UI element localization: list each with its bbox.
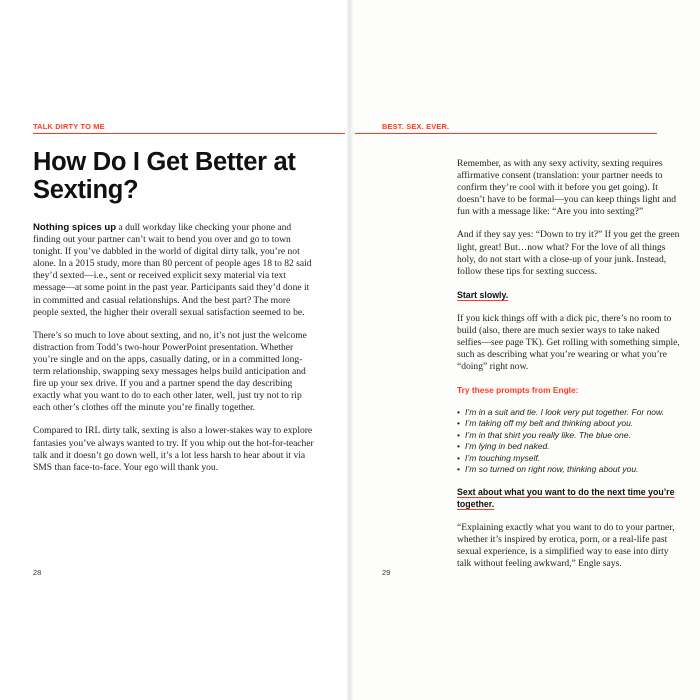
subhead-sext-about: Sext about what you want to do the next time you’re together. <box>457 486 675 509</box>
header-rule-right <box>355 133 657 134</box>
paragraph-1 <box>33 222 317 319</box>
prompts-list <box>457 407 681 476</box>
book-gutter <box>346 0 354 700</box>
prompt-item: • I’m taking off my belt and thinking about you. <box>457 418 681 430</box>
page-title: How Do I Get Better at Sexting? <box>33 148 296 204</box>
lead-in: Nothing spices up <box>33 222 117 233</box>
prompt-item: • I’m so turned on right now, thinking about you. <box>457 464 681 476</box>
running-head-right: BEST. SEX. EVER. <box>382 122 450 131</box>
running-head-left: TALK DIRTY TO ME <box>33 122 105 131</box>
paragraph-3: Compared to IRL dirty talk, sexting is also a lower-stakes way to explore fantasies you’ve always wanted to try. If you whip out the hot-for-teacher talk and it doesn’t go down well, it’s a lot less harsh to hear about it via SMS than face-to-face. Your ego will thank you. <box>33 425 314 473</box>
prompt-item: • I’m in a suit and tie. I look very put together. For now. <box>457 407 681 419</box>
right-page <box>350 0 700 700</box>
prompts-heading: Try these prompts from Engle: <box>457 385 579 396</box>
header-rule-left <box>33 133 345 134</box>
subhead-start-slowly-block <box>457 289 681 302</box>
page-number-left: 28 <box>33 568 42 577</box>
right-paragraph-3: If you kick things off with a dick pic, there’s no room to build (also, there are much sexier ways to take naked selfies—see page TK). Get rolling with something simple, such as describing what you’re wearing or what you’re “doing” right now. <box>457 312 680 373</box>
prompt-item: • I’m touching myself. <box>457 453 681 465</box>
page-number-right: 29 <box>382 568 391 577</box>
paragraph-2: There’s so much to love about sexting, and no, it’s not just the welcome distraction from Todd’s two-hour PowerPoint presentation. Whether you’re single and on the apps, casually dating, or in a committed long-term relationship, swapping sexy messages helps build anticipation and fire up your sex drive. If you and a partner spend the day describing exactly what you want to do to each other later, well, just try not to rip each other’s clothes off the minute you’re finally together. <box>33 329 307 414</box>
left-body-text <box>33 222 317 485</box>
subhead-sext-block <box>457 486 681 511</box>
paragraph-1-text: a dull workday like checking your phone and finding out your partner can’t wait to bend you over and go to town tonight. If you’ve dabbled in the world of digital dirty talk, you’re not alone. In a 2015 study, more than 80 percent of people ages 18 to 82 said they’d sexted—i.e., sent or received explicit sexy material via text message—at some point in the past year. Participants said they’d done it in committed and casual relationships. And the best part? The more people sexted, the higher their overall sexual satisfaction seemed to be. <box>33 222 312 318</box>
prompt-item: • I’m lying in bed naked. <box>457 441 681 453</box>
subhead-start-slowly: Start slowly. <box>457 289 509 300</box>
prompt-item: • I’m in that shirt you really like. The blue one. <box>457 430 681 442</box>
right-body-text <box>457 158 681 581</box>
right-paragraph-4: “Explaining exactly what you want to do to your partner, whether it’s inspired by erotica, porn, or a real-life past sexual experience, is a simplified way to ease into dirty talk without feeling awkward,” Engle says. <box>457 521 675 569</box>
right-paragraph-2: And if they say yes: “Down to try it?” If you get the green light, great! But…now what? For the love of all things holy, do not start with a close-up of your junk. Instead, follow these tips for sexting success. <box>457 229 680 277</box>
right-paragraph-1: Remember, as with any sexy activity, sexting requires affirmative consent (translation: your partner needs to confirm they’re cool with it before you get going). It doesn’t have to be formal—you can keep things light and fun with a message like: “Are you into sexting?” <box>457 158 677 218</box>
